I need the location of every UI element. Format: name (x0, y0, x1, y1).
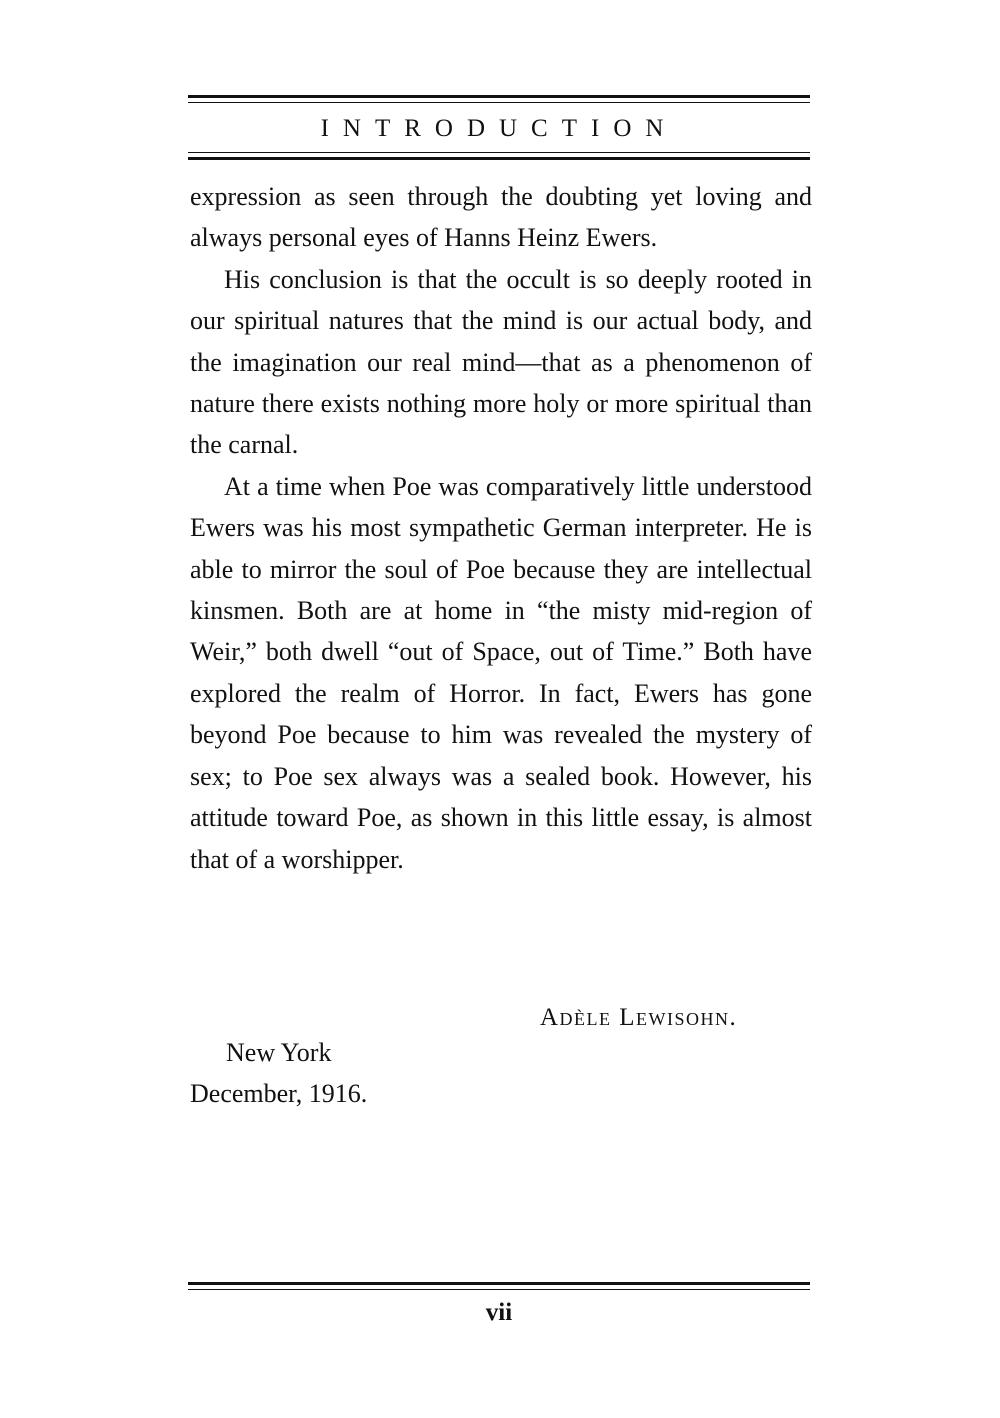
running-head-title: INTRODUCTION (320, 115, 678, 142)
header-rule-bottom (188, 152, 810, 160)
dateline (190, 1032, 367, 1114)
header-rule-top-thin (188, 102, 810, 103)
paragraph-poe: At a time when Poe was comparatively little understood Ewers was his most sympathetic German interpreter. He is able to mirror the soul of Poe because they are intellectual kinsmen. Both are at home in “the misty mid-region of Weir,” both dwell “out of Space, out of Time.” Both have explored the realm of Horror. In fact, Ewers has gone beyond Poe because to him was revealed the mystery of sex; to Poe sex always was a sealed book. However, his attitude toward Poe, as shown in this little essay, is almost that of a worshipper. (190, 471, 812, 874)
footer-rule-thin (188, 1289, 810, 1290)
header-rule-top (188, 95, 810, 103)
header-rule-bottom-thick (188, 157, 810, 160)
page-number: vii (485, 1299, 513, 1326)
body-text (190, 176, 812, 880)
footer-rule (188, 1282, 810, 1290)
header-rule-top-thick (188, 95, 810, 98)
footer-rule-thick (188, 1282, 810, 1285)
header-rule-bottom-thin (188, 152, 810, 153)
author-signature: Adèle Lewisohn. (540, 1004, 738, 1031)
paragraph-conclusion: His conclusion is that the occult is so deeply rooted in our spiritual natures that the mind is our actual body, and the imagination our real mind—that as a phenomenon of nature there exists nothing more holy or more spiritual than the carnal. (190, 264, 812, 460)
dateline-date: December, 1916. (190, 1079, 368, 1108)
dateline-place: New York (226, 1038, 332, 1067)
paragraph-continued: expression as seen through the doubting yet loving and always personal eyes of Hanns Heinz Ewers. (190, 182, 812, 253)
